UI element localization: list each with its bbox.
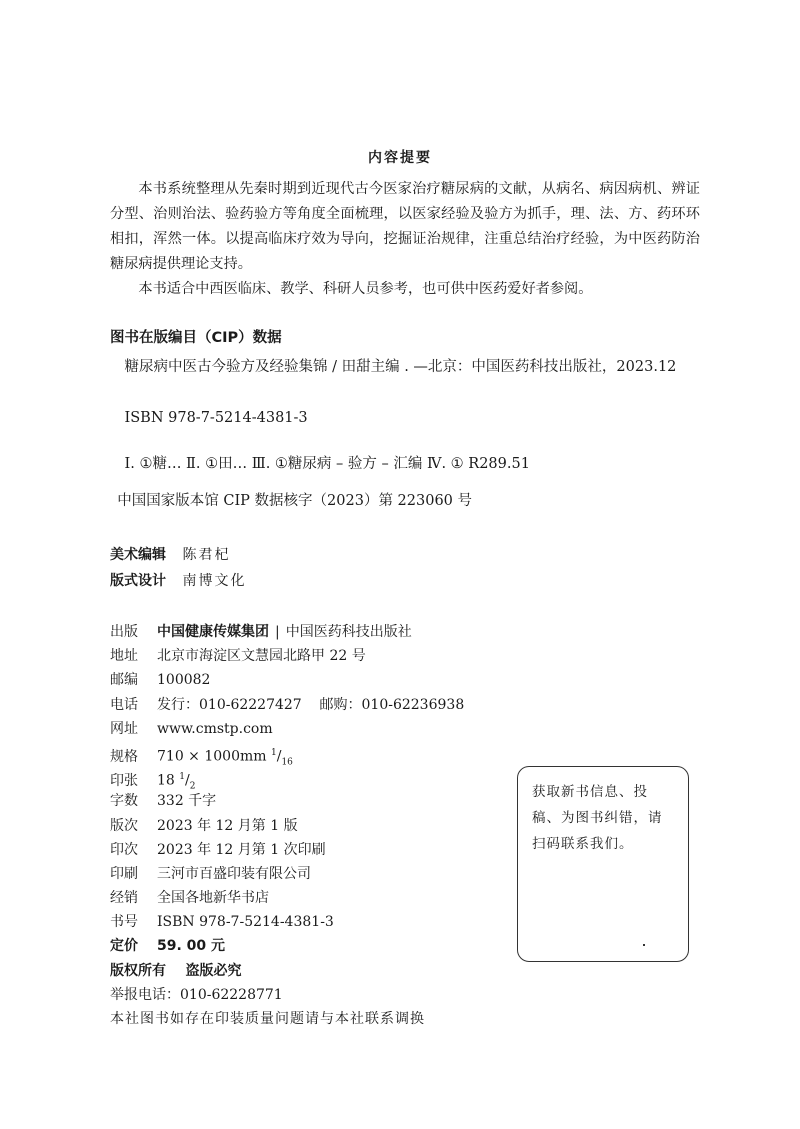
postcode-value: 100082 (157, 672, 211, 689)
printer-label: 印刷 (110, 865, 138, 882)
publisher-group: 中国健康传媒集团 (157, 624, 269, 640)
words-value: 332 千字 (157, 793, 217, 810)
printer-value: 三河市百盛印装有限公司 (157, 865, 311, 882)
edition-value: 2023 年 12 月第 1 版 (157, 817, 298, 834)
phone-label: 电话 (110, 696, 138, 713)
qr-contact-text: 获取新书信息、投稿、为图书纠错，请扫码联系我们。 (532, 784, 663, 852)
cip-check-number: 中国国家版本馆 CIP 数据核字（2023）第 223060 号 (117, 493, 473, 509)
impression-label: 印次 (110, 841, 138, 858)
distributor-row (110, 886, 464, 910)
summary-paragraph: 本书适合中西医临床、教学、科研人员参考，也可供中医药爱好者参阅。 (138, 281, 593, 297)
phone-value: 发行：010-62227427 邮购：010-62236938 (157, 696, 465, 713)
price-value: 59. 00 元 (157, 938, 226, 955)
distributor-value: 全国各地新华书店 (157, 890, 269, 907)
cip-description: 糖尿病中医古今验方及经验集锦 / 田甜主编 . —北京：中国医药科技出版社，2023.12 (124, 359, 677, 375)
report-phone: 举报电话：010-62228771 (110, 986, 283, 1003)
edition-row (110, 814, 464, 838)
summary-paragraph: 本书系统整理从先秦时期到近现代古今医家治疗糖尿病的文献，从病名、病因病机、辨证分型、治则治法、验药验方等角度全面梳理，以医家经验及验方为抓手，理、法、方、药环环相扣，浑然一体。以提高临床疗效为导向，挖掘证治规律，注重总结治疗经验，为中医药防治糖尿病提供理论支持。 (110, 181, 700, 272)
sheets-label: 印张 (110, 772, 138, 789)
cip-isbn: ISBN 978-7-5214-4381-3 (124, 410, 308, 426)
words-label: 字数 (110, 793, 138, 810)
address-label: 地址 (110, 648, 138, 665)
art-editor-value: 陈君杞 (182, 547, 231, 563)
publisher-separator: | (275, 624, 280, 640)
copyright-notice: 版权所有 盗版必究 (110, 962, 242, 979)
art-editor-label: 美术编辑 (110, 547, 166, 563)
cip-classification: Ⅰ. ①糖… Ⅱ. ①田… Ⅲ. ①糖尿病 – 验方 – 汇编 Ⅳ. ① R289.51 (124, 456, 530, 472)
postcode-row (110, 668, 464, 692)
publication-info (110, 620, 464, 1031)
spec-fraction-denominator: 16 (281, 757, 293, 768)
impression-row (110, 838, 464, 862)
quality-notice: 本社图书如存在印装质量问题请与本社联系调换 (110, 1011, 425, 1027)
booknum-row (110, 910, 464, 934)
website-row (110, 717, 464, 741)
sheets-value: 18 (157, 772, 175, 789)
website-value: www.cmstp.com (157, 720, 273, 737)
booknum-value: ISBN 978-7-5214-4381-3 (157, 914, 334, 931)
sheets-row: 印张 18 $^1/_2$ (110, 765, 464, 789)
publisher-label: 出版 (110, 624, 138, 640)
distributor-label: 经销 (110, 890, 138, 907)
printer-row (110, 862, 464, 886)
layout-design-row (110, 570, 246, 590)
layout-design-value: 南博文化 (182, 573, 247, 589)
publisher-row (110, 620, 464, 644)
address-row (110, 644, 464, 668)
spec-row: 规格 710 × 1000mm $^1/_{16}$ (110, 741, 464, 765)
price-label: 定价 (110, 938, 138, 955)
postcode-label: 邮编 (110, 672, 138, 689)
spec-label: 规格 (110, 748, 138, 765)
sheets-fraction-denominator: 2 (189, 781, 196, 792)
summary-title: 内容提要 (368, 150, 432, 166)
summary-body (110, 177, 700, 302)
booknum-label: 书号 (110, 914, 138, 931)
website-label: 网址 (110, 720, 138, 737)
sheets-fraction-numerator: 1 (179, 772, 186, 783)
price-row (110, 934, 464, 958)
edition-label: 版次 (110, 817, 138, 834)
layout-design-label: 版式设计 (110, 573, 166, 589)
address-value: 北京市海淀区文慧园北路甲 22 号 (157, 648, 366, 665)
art-editor-row (110, 544, 230, 564)
cip-title: 图书在版编目（CIP）数据 (110, 330, 282, 346)
words-row (110, 789, 464, 813)
phone-row (110, 693, 464, 717)
publisher-name: 中国医药科技出版社 (285, 624, 412, 640)
spec-fraction-numerator: 1 (271, 747, 277, 758)
qr-contact-box (517, 766, 689, 962)
qr-placeholder-dot (643, 944, 645, 946)
impression-value: 2023 年 12 月第 1 次印刷 (157, 841, 326, 858)
spec-value: 710 × 1000mm (157, 748, 267, 765)
